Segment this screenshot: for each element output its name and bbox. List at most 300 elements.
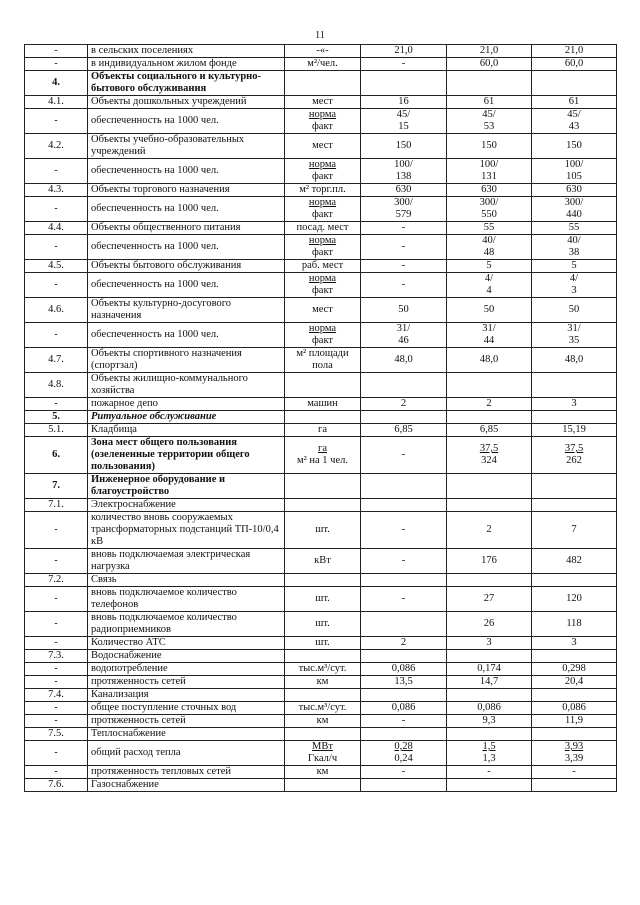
cell-line: факт: [311, 171, 333, 182]
unit-cell: [285, 728, 361, 741]
row-number: 4.7.: [25, 348, 88, 373]
value-period-3: 3: [532, 637, 617, 650]
value-period-3: 120: [532, 587, 617, 612]
cell-line: 100/: [394, 159, 413, 170]
value-period-1: [361, 650, 447, 663]
value-period-1: [361, 612, 447, 637]
indicator-name: Объекты учебно-образовательных учреждений: [88, 134, 285, 159]
value-period-3: 21,0: [532, 45, 617, 58]
value-period-3: [532, 437, 617, 474]
unit-cell: шт.: [285, 587, 361, 612]
cell-line: 105: [566, 171, 582, 182]
table-row: [25, 235, 617, 260]
table-row: [25, 474, 617, 499]
value-period-3: 48,0: [532, 348, 617, 373]
indicator-name: Объекты жилищно-коммунального хозяйства: [88, 373, 285, 398]
indicator-name: Количество АТС: [88, 637, 285, 650]
value-period-3: [532, 235, 617, 260]
indicator-name: Водоснабжение: [88, 650, 285, 663]
cell-line: норма: [308, 235, 337, 246]
table-row: [25, 134, 617, 159]
value-period-3: [532, 728, 617, 741]
value-period-2: 55: [447, 222, 532, 235]
row-number: 5.: [25, 411, 88, 424]
table-row: [25, 715, 617, 728]
value-period-1: [361, 373, 447, 398]
indicator-name: обеспеченность на 1000 чел.: [88, 159, 285, 184]
value-period-2: [447, 437, 532, 474]
value-period-1: 21,0: [361, 45, 447, 58]
cell-line: 45/: [567, 109, 581, 120]
cell-line: МВт: [312, 741, 333, 752]
table-row: [25, 260, 617, 273]
table-row: [25, 663, 617, 676]
row-number: -: [25, 58, 88, 71]
value-period-1: -: [361, 512, 447, 549]
value-period-3: [532, 273, 617, 298]
indicator-name: Объекты дошкольных учреждений: [88, 96, 285, 109]
value-period-2: [447, 159, 532, 184]
value-period-2: 61: [447, 96, 532, 109]
indicator-name: Объекты спортивного назначения (спортзал): [88, 348, 285, 373]
value-period-2: [447, 474, 532, 499]
unit-cell: шт.: [285, 612, 361, 637]
cell-line: 0,24: [394, 753, 413, 764]
value-period-1: -: [361, 587, 447, 612]
value-period-3: [532, 574, 617, 587]
value-period-1: [361, 741, 447, 766]
row-number: 4.: [25, 71, 88, 96]
value-period-2: 6,85: [447, 424, 532, 437]
row-number: -: [25, 663, 88, 676]
unit-cell: кВт: [285, 549, 361, 574]
cell-line: 138: [395, 171, 412, 182]
unit-cell: мест: [285, 134, 361, 159]
table-row: [25, 45, 617, 58]
value-period-1: 13,5: [361, 676, 447, 689]
cell-line: норма: [308, 323, 337, 334]
row-number: 4.2.: [25, 134, 88, 159]
row-number: -: [25, 45, 88, 58]
table-row: [25, 159, 617, 184]
value-period-2: 5: [447, 260, 532, 273]
unit-cell: [285, 689, 361, 702]
value-period-3: 11,9: [532, 715, 617, 728]
cell-line: факт: [311, 121, 333, 132]
row-number: 5.1.: [25, 424, 88, 437]
unit-cell: [285, 323, 361, 348]
table-row: [25, 574, 617, 587]
cell-line: 1,3: [482, 753, 496, 764]
value-period-3: [532, 373, 617, 398]
cell-line: 100/: [564, 159, 584, 170]
value-period-2: -: [447, 766, 532, 779]
indicator-name: Зона мест общего пользования (озелененные территории общего пользования): [88, 437, 285, 474]
value-period-2: 2: [447, 398, 532, 411]
cell-line: 45/: [396, 109, 411, 120]
value-period-2: [447, 109, 532, 134]
value-period-1: 48,0: [361, 348, 447, 373]
unit-cell: тыс.м³/сут.: [285, 663, 361, 676]
cell-line: 31/: [567, 323, 581, 334]
cell-line: 3: [571, 285, 577, 296]
indicator-name: Теплоснабжение: [88, 728, 285, 741]
value-period-1: [361, 499, 447, 512]
value-period-3: [532, 499, 617, 512]
table-row: [25, 298, 617, 323]
value-period-2: 630: [447, 184, 532, 197]
cell-line: 44: [483, 335, 495, 346]
unit-cell: [285, 437, 361, 474]
indicator-name: Канализация: [88, 689, 285, 702]
indicator-name: Связь: [88, 574, 285, 587]
cell-line: м² на 1 чел.: [296, 455, 348, 466]
indicator-name: общее поступление сточных вод: [88, 702, 285, 715]
row-number: 7.6.: [25, 779, 88, 792]
unit-cell: шт.: [285, 637, 361, 650]
table-row: [25, 411, 617, 424]
table-row: [25, 197, 617, 222]
indicator-name: Объекты торгового назначения: [88, 184, 285, 197]
value-period-1: -: [361, 549, 447, 574]
value-period-2: [447, 779, 532, 792]
indicator-name: Объекты культурно-досугового назначения: [88, 298, 285, 323]
row-number: 7.4.: [25, 689, 88, 702]
value-period-2: [447, 373, 532, 398]
cell-line: 579: [395, 209, 412, 220]
unit-cell: тыс.м³/сут.: [285, 702, 361, 715]
table-row: [25, 728, 617, 741]
value-period-1: [361, 109, 447, 134]
cell-line: 37,5: [479, 443, 499, 454]
row-number: 7.1.: [25, 499, 88, 512]
value-period-1: 2: [361, 637, 447, 650]
value-period-1: -: [361, 766, 447, 779]
unit-cell: [285, 650, 361, 663]
value-period-3: 0,086: [532, 702, 617, 715]
cell-line: 131: [481, 171, 497, 182]
value-period-1: 6,85: [361, 424, 447, 437]
table-row: [25, 741, 617, 766]
table-row: [25, 184, 617, 197]
table-row: [25, 424, 617, 437]
cell-line: 31/: [396, 323, 411, 334]
row-number: -: [25, 637, 88, 650]
value-period-3: [532, 323, 617, 348]
value-period-3: [532, 650, 617, 663]
cell-line: норма: [308, 197, 337, 208]
unit-cell: мест: [285, 96, 361, 109]
table-row: [25, 499, 617, 512]
value-period-2: 26: [447, 612, 532, 637]
table-row: [25, 587, 617, 612]
indicator-name: Объекты социального и культурно-бытового обслуживания: [88, 71, 285, 96]
row-number: 4.6.: [25, 298, 88, 323]
page-number: 11: [315, 30, 325, 41]
cell-line: 35: [568, 335, 580, 346]
row-number: -: [25, 549, 88, 574]
value-period-2: 176: [447, 549, 532, 574]
table-row: [25, 323, 617, 348]
value-period-2: [447, 689, 532, 702]
cell-line: га: [318, 443, 327, 454]
cell-line: норма: [308, 109, 337, 120]
table-row: [25, 549, 617, 574]
cell-line: 3,39: [564, 753, 584, 764]
table-row: [25, 373, 617, 398]
cell-line: 40/: [482, 235, 496, 246]
value-period-2: [447, 411, 532, 424]
table-row: [25, 437, 617, 474]
cell-line: 100/: [479, 159, 499, 170]
row-number: -: [25, 159, 88, 184]
value-period-2: 2: [447, 512, 532, 549]
indicator-name: протяженность сетей: [88, 715, 285, 728]
table-row: [25, 689, 617, 702]
row-number: -: [25, 612, 88, 637]
cell-line: 1,5: [482, 741, 496, 752]
value-period-3: [532, 197, 617, 222]
cell-line: 300/: [564, 197, 584, 208]
indicator-name: Объекты бытового обслуживания: [88, 260, 285, 273]
unit-cell: раб. мест: [285, 260, 361, 273]
value-period-2: [447, 728, 532, 741]
value-period-2: 48,0: [447, 348, 532, 373]
row-number: -: [25, 398, 88, 411]
table-row: [25, 612, 617, 637]
value-period-2: [447, 499, 532, 512]
value-period-2: [447, 574, 532, 587]
cell-line: 38: [568, 247, 580, 258]
cell-line: факт: [311, 209, 333, 220]
row-number: -: [25, 197, 88, 222]
cell-line: 46: [398, 335, 409, 346]
cell-line: 4/: [484, 273, 494, 284]
cell-line: 48: [483, 247, 495, 258]
unit-cell: [285, 574, 361, 587]
value-period-1: -: [361, 58, 447, 71]
value-period-3: 5: [532, 260, 617, 273]
cell-line: 40/: [567, 235, 581, 246]
cell-line: 262: [566, 455, 582, 466]
row-number: -: [25, 715, 88, 728]
value-period-2: 0,086: [447, 702, 532, 715]
value-period-1: -: [361, 437, 447, 474]
unit-cell: [285, 71, 361, 96]
indicators-table: [24, 44, 617, 792]
unit-cell: -«-: [285, 45, 361, 58]
unit-cell: [285, 499, 361, 512]
table-row: [25, 650, 617, 663]
row-number: -: [25, 587, 88, 612]
table-row: [25, 512, 617, 549]
unit-cell: [285, 235, 361, 260]
value-period-1: 0,086: [361, 663, 447, 676]
value-period-1: 16: [361, 96, 447, 109]
value-period-3: 150: [532, 134, 617, 159]
indicator-name: вновь подключаемая электрическая нагрузка: [88, 549, 285, 574]
value-period-2: 3: [447, 637, 532, 650]
indicator-name: Объекты общественного питания: [88, 222, 285, 235]
unit-cell: км: [285, 676, 361, 689]
value-period-3: 55: [532, 222, 617, 235]
row-number: -: [25, 741, 88, 766]
cell-line: 440: [566, 209, 582, 220]
indicator-name: Электроснабжение: [88, 499, 285, 512]
indicator-name: в индивидуальном жилом фонде: [88, 58, 285, 71]
table-row: [25, 702, 617, 715]
indicator-name: водопотребление: [88, 663, 285, 676]
unit-cell: км: [285, 715, 361, 728]
indicator-name: обеспеченность на 1000 чел.: [88, 109, 285, 134]
value-period-3: 15,19: [532, 424, 617, 437]
indicator-name: обеспеченность на 1000 чел.: [88, 235, 285, 260]
unit-cell: км: [285, 766, 361, 779]
indicator-name: обеспеченность на 1000 чел.: [88, 197, 285, 222]
value-period-2: 9,3: [447, 715, 532, 728]
cell-line: 4/: [569, 273, 579, 284]
value-period-2: [447, 273, 532, 298]
unit-cell: [285, 411, 361, 424]
value-period-1: [361, 574, 447, 587]
row-number: 7.: [25, 474, 88, 499]
value-period-3: [532, 779, 617, 792]
indicator-name: Инженерное оборудование и благоустройство: [88, 474, 285, 499]
value-period-1: [361, 689, 447, 702]
indicator-name: количество вновь сооружаемых трансформаторных подстанций ТП-10/0,4 кВ: [88, 512, 285, 549]
cell-line: 4: [486, 285, 492, 296]
row-number: -: [25, 235, 88, 260]
value-period-1: [361, 728, 447, 741]
cell-line: факт: [311, 285, 333, 296]
row-number: -: [25, 676, 88, 689]
value-period-3: 61: [532, 96, 617, 109]
value-period-3: [532, 109, 617, 134]
value-period-1: -: [361, 715, 447, 728]
value-period-3: 0,298: [532, 663, 617, 676]
unit-cell: посад. мест: [285, 222, 361, 235]
unit-cell: [285, 273, 361, 298]
value-period-2: [447, 197, 532, 222]
row-number: -: [25, 109, 88, 134]
cell-line: 300/: [394, 197, 413, 208]
cell-line: 31/: [482, 323, 496, 334]
value-period-3: 60,0: [532, 58, 617, 71]
indicator-name: протяженность тепловых сетей: [88, 766, 285, 779]
cell-line: 53: [483, 121, 495, 132]
value-period-3: 482: [532, 549, 617, 574]
cell-line: 550: [481, 209, 497, 220]
value-period-2: 0,174: [447, 663, 532, 676]
value-period-3: [532, 474, 617, 499]
unit-cell: [285, 779, 361, 792]
value-period-2: 27: [447, 587, 532, 612]
table-row: [25, 109, 617, 134]
value-period-2: 14,7: [447, 676, 532, 689]
value-period-1: [361, 411, 447, 424]
cell-line: 43: [568, 121, 580, 132]
value-period-1: [361, 71, 447, 96]
cell-line: норма: [308, 273, 337, 284]
row-number: 7.5.: [25, 728, 88, 741]
row-number: 4.1.: [25, 96, 88, 109]
cell-line: Гкал/ч: [307, 753, 338, 764]
indicator-name: вновь подключаемое количество телефонов: [88, 587, 285, 612]
cell-line: 0,28: [394, 741, 413, 752]
indicator-name: протяженность сетей: [88, 676, 285, 689]
indicator-name: Газоснабжение: [88, 779, 285, 792]
value-period-1: 150: [361, 134, 447, 159]
row-number: 4.4.: [25, 222, 88, 235]
value-period-1: -: [361, 222, 447, 235]
row-number: 6.: [25, 437, 88, 474]
value-period-3: 118: [532, 612, 617, 637]
unit-cell: [285, 741, 361, 766]
value-period-3: 7: [532, 512, 617, 549]
value-period-3: [532, 689, 617, 702]
table-row: [25, 676, 617, 689]
indicator-name: пожарное депо: [88, 398, 285, 411]
cell-line: 15: [398, 121, 409, 132]
indicator-name: обеспеченность на 1000 чел.: [88, 273, 285, 298]
value-period-3: -: [532, 766, 617, 779]
unit-cell: м²/чел.: [285, 58, 361, 71]
unit-cell: машин: [285, 398, 361, 411]
row-number: -: [25, 702, 88, 715]
row-number: -: [25, 512, 88, 549]
indicator-name: Кладбища: [88, 424, 285, 437]
value-period-3: [532, 411, 617, 424]
row-number: 7.2.: [25, 574, 88, 587]
indicator-name: в сельских поселениях: [88, 45, 285, 58]
row-number: 4.5.: [25, 260, 88, 273]
table-row: [25, 766, 617, 779]
value-period-1: -: [361, 260, 447, 273]
table-row: [25, 348, 617, 373]
unit-cell: м² торг.пл.: [285, 184, 361, 197]
cell-line: 37,5: [564, 443, 584, 454]
value-period-3: 20,4: [532, 676, 617, 689]
cell-line: 3,93: [564, 741, 584, 752]
value-period-2: [447, 323, 532, 348]
value-period-2: 150: [447, 134, 532, 159]
table-row: [25, 71, 617, 96]
table-row: [25, 96, 617, 109]
indicator-name: Ритуальное обслуживание: [88, 411, 285, 424]
cell-line: факт: [311, 247, 333, 258]
value-period-2: [447, 650, 532, 663]
unit-cell: [285, 159, 361, 184]
unit-cell: [285, 197, 361, 222]
indicator-name: обеспеченность на 1000 чел.: [88, 323, 285, 348]
value-period-1: 630: [361, 184, 447, 197]
unit-cell: шт.: [285, 512, 361, 549]
value-period-2: [447, 235, 532, 260]
row-number: 4.8.: [25, 373, 88, 398]
indicator-name: общий расход тепла: [88, 741, 285, 766]
table-row: [25, 222, 617, 235]
value-period-1: 2: [361, 398, 447, 411]
cell-line: факт: [311, 335, 333, 346]
value-period-1: -: [361, 235, 447, 260]
indicator-name: вновь подключаемое количество радиоприемников: [88, 612, 285, 637]
unit-cell: мест: [285, 298, 361, 323]
row-number: -: [25, 323, 88, 348]
value-period-1: 50: [361, 298, 447, 323]
value-period-1: 0,086: [361, 702, 447, 715]
unit-cell: га: [285, 424, 361, 437]
row-number: -: [25, 766, 88, 779]
